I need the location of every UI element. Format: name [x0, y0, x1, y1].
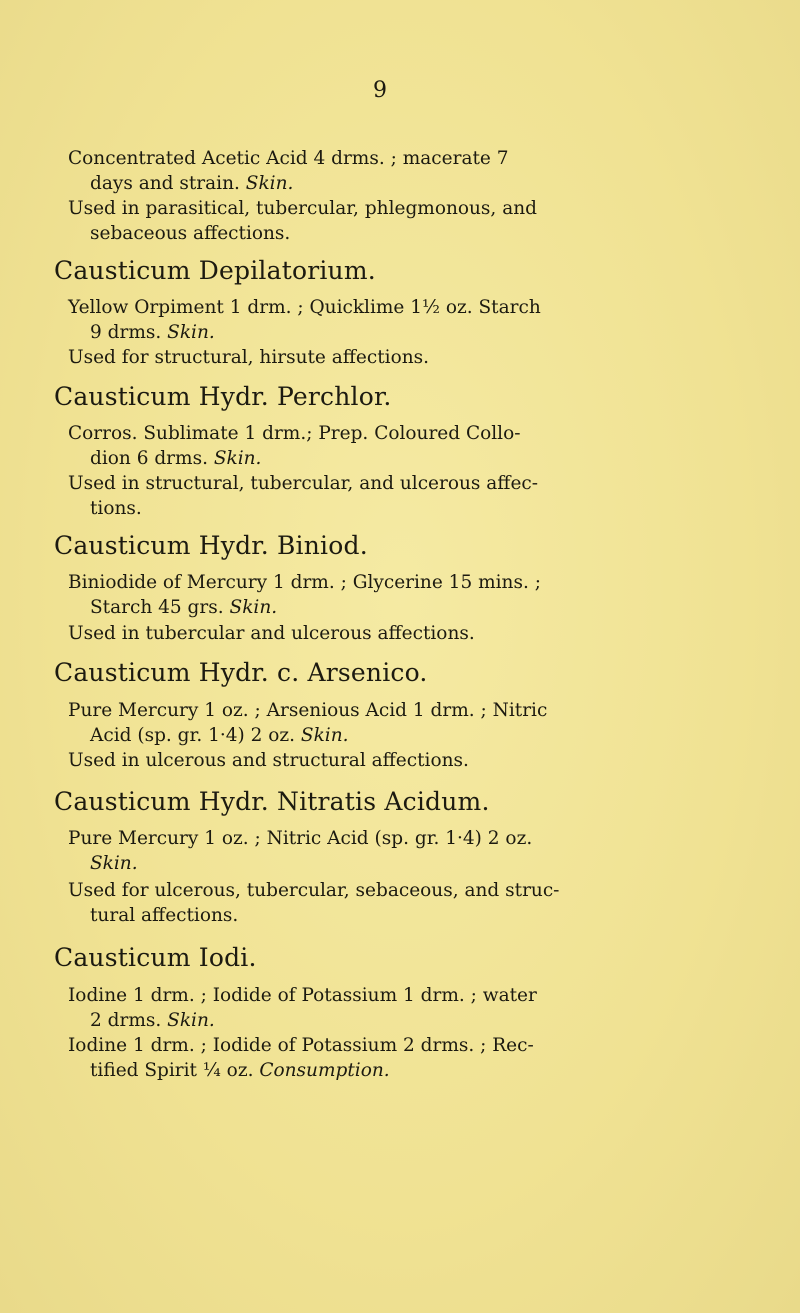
intro-line-3: Used in parasitical, tubercular, phlegmonous, and: [68, 198, 537, 219]
use-tag: Skin.: [167, 1010, 215, 1031]
entry-line: 9 drms. Skin.: [90, 322, 215, 343]
entry-title-arsenico: Causticum Hydr. c. Arsenico.: [54, 658, 428, 687]
entry-line: dion 6 drms. Skin.: [90, 448, 262, 469]
entry-line: Pure Mercury 1 oz. ; Nitric Acid (sp. gr. 1·4) 2 oz.: [68, 828, 533, 849]
entry-line: tural affections.: [90, 905, 239, 926]
entry-title-iodi: Causticum Iodi.: [54, 943, 257, 972]
entry-line: Used for ulcerous, tubercular, sebaceous, and struc-: [68, 880, 560, 901]
intro-line-1: Concentrated Acetic Acid 4 drms. ; macerate 7: [68, 148, 509, 169]
page-number: 9: [373, 78, 387, 103]
use-tag: Skin.: [213, 448, 262, 469]
intro-line-4: sebaceous affections.: [90, 223, 291, 244]
intro-use-tag: Skin.: [245, 173, 294, 194]
use-tag: Consumption.: [259, 1060, 390, 1081]
intro-line-2: days and strain. Skin.: [90, 173, 294, 194]
entry-line: Starch 45 grs. Skin.: [90, 597, 278, 618]
entry-line: Yellow Orpiment 1 drm. ; Quicklime 1½ oz. Starch: [68, 297, 541, 318]
entry-line: Iodine 1 drm. ; Iodide of Potassium 1 drm. ; water: [68, 985, 537, 1006]
entry-line: Pure Mercury 1 oz. ; Arsenious Acid 1 drm. ; Nitric: [68, 700, 548, 721]
entry-line: 2 drms. Skin.: [90, 1010, 215, 1031]
use-tag: Skin.: [167, 322, 215, 343]
entry-line: Used in structural, tubercular, and ulcerous affec-: [68, 473, 539, 494]
entry-line: tions.: [90, 498, 142, 519]
use-tag: Skin.: [229, 597, 278, 618]
entry-line: Used in tubercular and ulcerous affections.: [68, 623, 475, 644]
entry-title-depilatorium: Causticum Depilatorium.: [54, 256, 376, 285]
entry-title-biniod: Causticum Hydr. Biniod.: [54, 531, 368, 560]
use-tag: Skin.: [90, 853, 138, 874]
use-tag: Skin.: [300, 725, 349, 746]
entry-line: tified Spirit ¼ oz. Consumption.: [90, 1060, 390, 1081]
entry-title-perchlor: Causticum Hydr. Perchlor.: [54, 382, 392, 411]
entry-line: Iodine 1 drm. ; Iodide of Potassium 2 drms. ; Rec-: [68, 1035, 534, 1056]
entry-line: Used for structural, hirsute affections.: [68, 347, 430, 368]
entry-line: Corros. Sublimate 1 drm.; Prep. Coloured Collo-: [68, 423, 521, 444]
entry-line: Biniodide of Mercury 1 drm. ; Glycerine 15 mins. ;: [68, 572, 541, 593]
entry-title-nitratis: Causticum Hydr. Nitratis Acidum.: [54, 787, 490, 816]
entry-line: Acid (sp. gr. 1·4) 2 oz. Skin.: [90, 725, 349, 746]
entry-line: Used in ulcerous and structural affections.: [68, 750, 469, 771]
